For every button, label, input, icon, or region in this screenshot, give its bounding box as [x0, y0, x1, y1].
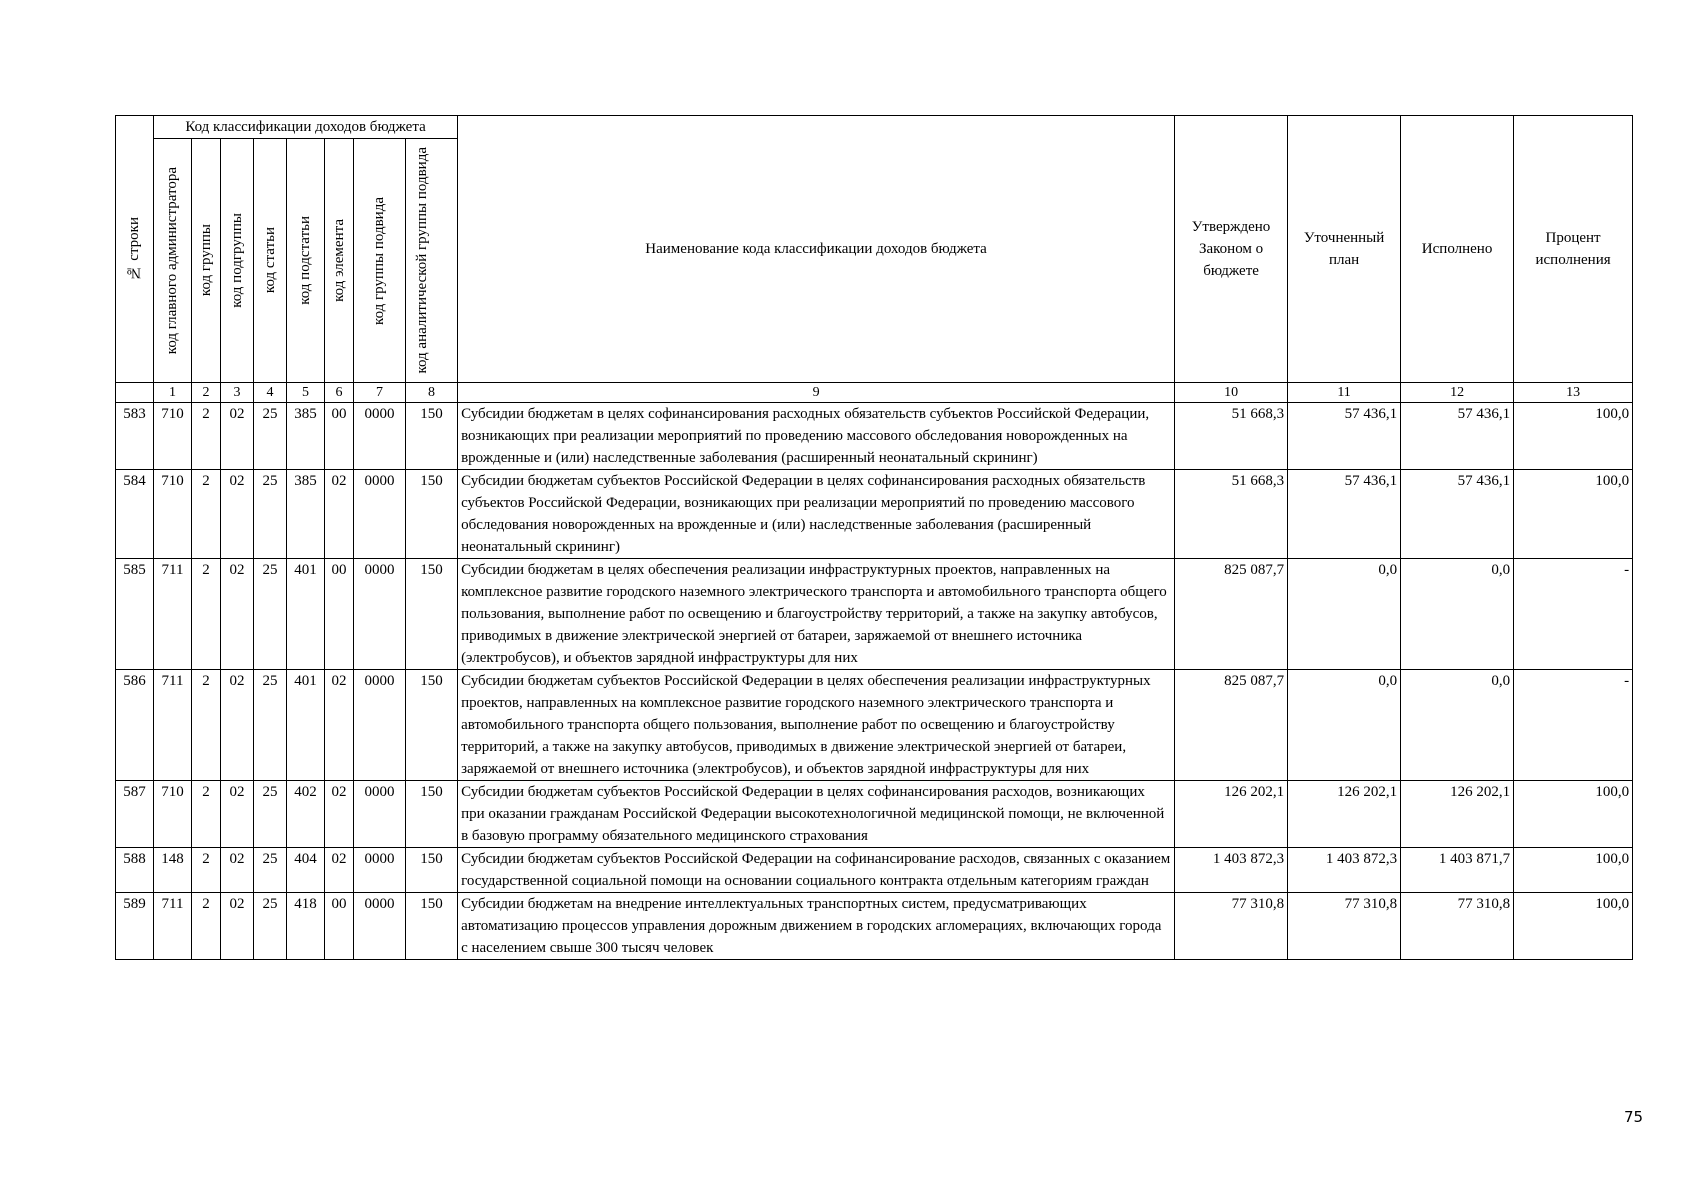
cell-subarticle-code: 402 [287, 781, 325, 848]
cell-article-code: 25 [254, 670, 287, 781]
cell-refined: 57 436,1 [1288, 470, 1401, 559]
cell-subtype-code: 0000 [354, 403, 406, 470]
cell-row-no: 584 [116, 470, 154, 559]
cell-refined: 0,0 [1288, 670, 1401, 781]
cell-analytic-code: 150 [406, 781, 458, 848]
header-article-code: код статьи [254, 139, 287, 383]
header-approved: Утверждено Законом о бюджете [1175, 116, 1288, 383]
header-subgroup-code: код подгруппы [221, 139, 254, 383]
column-number: 12 [1401, 383, 1514, 403]
cell-analytic-code: 150 [406, 670, 458, 781]
table-row [116, 470, 1633, 559]
cell-percent: 100,0 [1514, 848, 1633, 893]
table-row [116, 403, 1633, 470]
cell-subarticle-code: 385 [287, 403, 325, 470]
cell-subgroup-code: 02 [221, 893, 254, 960]
cell-admin-code: 710 [154, 403, 192, 470]
page-number: 75 [1624, 1108, 1644, 1126]
cell-percent: - [1514, 670, 1633, 781]
cell-element-code: 00 [325, 893, 354, 960]
cell-element-code: 02 [325, 781, 354, 848]
cell-refined: 1 403 872,3 [1288, 848, 1401, 893]
column-number: 8 [406, 383, 458, 403]
cell-article-code: 25 [254, 470, 287, 559]
cell-analytic-code: 150 [406, 470, 458, 559]
cell-admin-code: 711 [154, 893, 192, 960]
cell-article-code: 25 [254, 403, 287, 470]
cell-group-code: 2 [192, 848, 221, 893]
cell-row-no: 587 [116, 781, 154, 848]
cell-analytic-code: 150 [406, 848, 458, 893]
cell-row-no: 586 [116, 670, 154, 781]
cell-subarticle-code: 418 [287, 893, 325, 960]
cell-subtype-code: 0000 [354, 893, 406, 960]
cell-percent: 100,0 [1514, 470, 1633, 559]
cell-admin-code: 148 [154, 848, 192, 893]
cell-approved: 51 668,3 [1175, 470, 1288, 559]
header-executed: Исполнено [1401, 116, 1514, 383]
cell-admin-code: 711 [154, 670, 192, 781]
cell-subtype-code: 0000 [354, 559, 406, 670]
cell-subtype-code: 0000 [354, 848, 406, 893]
cell-admin-code: 711 [154, 559, 192, 670]
header-code-group: Код классификации доходов бюджета [154, 116, 458, 139]
cell-executed: 0,0 [1401, 670, 1514, 781]
cell-name: Субсидии бюджетам в целях обеспечения реализации инфраструктурных проектов, направленных на комплексное развитие городского наземного электрического транспорта и автомобильного транспорта общего пользования, выполнение работ по освещению и благоустройству территорий, а также на закупку автобусов, приводимых в движение электрической энергией от батареи, заряжаемой от внешнего источника (электробусов), и объектов зарядной инфраструктуры для них [458, 559, 1175, 670]
cell-approved: 77 310,8 [1175, 893, 1288, 960]
table-row [116, 848, 1633, 893]
column-number: 13 [1514, 383, 1633, 403]
column-number: 6 [325, 383, 354, 403]
cell-row-no: 583 [116, 403, 154, 470]
header-element-code: код элемента [325, 139, 354, 383]
cell-percent: - [1514, 559, 1633, 670]
cell-approved: 51 668,3 [1175, 403, 1288, 470]
cell-percent: 100,0 [1514, 781, 1633, 848]
cell-analytic-code: 150 [406, 893, 458, 960]
column-number: 2 [192, 383, 221, 403]
cell-executed: 1 403 871,7 [1401, 848, 1514, 893]
column-number: 3 [221, 383, 254, 403]
column-number: 11 [1288, 383, 1401, 403]
header-group-code: код группы [192, 139, 221, 383]
header-admin-code: код главного администратора [154, 139, 192, 383]
cell-percent: 100,0 [1514, 893, 1633, 960]
cell-approved: 825 087,7 [1175, 559, 1288, 670]
column-number-blank [116, 383, 154, 403]
cell-refined: 126 202,1 [1288, 781, 1401, 848]
cell-subgroup-code: 02 [221, 559, 254, 670]
header-analytic-group-code: код аналитической группы подвида [406, 139, 458, 383]
header-row-no: № строки [116, 116, 154, 383]
cell-subarticle-code: 401 [287, 559, 325, 670]
cell-element-code: 02 [325, 670, 354, 781]
cell-subgroup-code: 02 [221, 670, 254, 781]
cell-group-code: 2 [192, 470, 221, 559]
cell-analytic-code: 150 [406, 403, 458, 470]
cell-executed: 126 202,1 [1401, 781, 1514, 848]
column-number: 9 [458, 383, 1175, 403]
cell-group-code: 2 [192, 893, 221, 960]
column-number: 7 [354, 383, 406, 403]
header-name: Наименование кода классификации доходов бюджета [458, 116, 1175, 383]
header-percent: Процент исполнения [1514, 116, 1633, 383]
cell-name: Субсидии бюджетам субъектов Российской Федерации в целях софинансирования расходов, возникающих при оказании гражданам Российской Федерации высокотехнологичной медицинской помощи, не включенной в базовую программу обязательного медицинского страхования [458, 781, 1175, 848]
cell-subarticle-code: 404 [287, 848, 325, 893]
cell-name: Субсидии бюджетам субъектов Российской Федерации в целях софинансирования расходных обязательств субъектов Российской Федерации, возникающих при реализации мероприятий по проведению массового обследования новорожденных на врожденные и (или) наследственные заболевания (расширенный неонатальный скрининг) [458, 470, 1175, 559]
cell-subarticle-code: 401 [287, 670, 325, 781]
cell-executed: 57 436,1 [1401, 403, 1514, 470]
cell-approved: 126 202,1 [1175, 781, 1288, 848]
column-number: 5 [287, 383, 325, 403]
cell-element-code: 00 [325, 403, 354, 470]
header-refined: Уточненный план [1288, 116, 1401, 383]
cell-percent: 100,0 [1514, 403, 1633, 470]
cell-subtype-code: 0000 [354, 781, 406, 848]
cell-row-no: 589 [116, 893, 154, 960]
cell-subgroup-code: 02 [221, 781, 254, 848]
cell-admin-code: 710 [154, 781, 192, 848]
cell-executed: 57 436,1 [1401, 470, 1514, 559]
cell-article-code: 25 [254, 781, 287, 848]
cell-article-code: 25 [254, 893, 287, 960]
cell-name: Субсидии бюджетам на внедрение интеллектуальных транспортных систем, предусматривающих автоматизацию процессов управления дорожным движением в городских агломерациях, включающих города с населением свыше 300 тысяч человек [458, 893, 1175, 960]
cell-executed: 77 310,8 [1401, 893, 1514, 960]
cell-subgroup-code: 02 [221, 848, 254, 893]
cell-element-code: 02 [325, 470, 354, 559]
cell-group-code: 2 [192, 403, 221, 470]
cell-analytic-code: 150 [406, 559, 458, 670]
column-number: 10 [1175, 383, 1288, 403]
cell-group-code: 2 [192, 781, 221, 848]
cell-approved: 825 087,7 [1175, 670, 1288, 781]
cell-group-code: 2 [192, 559, 221, 670]
cell-refined: 77 310,8 [1288, 893, 1401, 960]
cell-subtype-code: 0000 [354, 670, 406, 781]
cell-subgroup-code: 02 [221, 470, 254, 559]
cell-row-no: 585 [116, 559, 154, 670]
budget-income-table [115, 115, 1633, 960]
cell-admin-code: 710 [154, 470, 192, 559]
cell-article-code: 25 [254, 848, 287, 893]
cell-name: Субсидии бюджетам субъектов Российской Федерации на софинансирование расходов, связанных с оказанием государственной социальной помощи на основании социального контракта отдельным категориям граждан [458, 848, 1175, 893]
header-subarticle-code: код подстатьи [287, 139, 325, 383]
table-row [116, 781, 1633, 848]
header-subtype-group-code: код группы подвида [354, 139, 406, 383]
cell-element-code: 02 [325, 848, 354, 893]
cell-element-code: 00 [325, 559, 354, 670]
column-number: 4 [254, 383, 287, 403]
table-row [116, 559, 1633, 670]
cell-subgroup-code: 02 [221, 403, 254, 470]
cell-group-code: 2 [192, 670, 221, 781]
table-row [116, 893, 1633, 960]
cell-refined: 0,0 [1288, 559, 1401, 670]
cell-subarticle-code: 385 [287, 470, 325, 559]
table-body [116, 403, 1633, 960]
cell-article-code: 25 [254, 559, 287, 670]
cell-subtype-code: 0000 [354, 470, 406, 559]
column-number: 1 [154, 383, 192, 403]
cell-row-no: 588 [116, 848, 154, 893]
cell-name: Субсидии бюджетам субъектов Российской Федерации в целях обеспечения реализации инфраструктурных проектов, направленных на комплексное развитие городского наземного электрического транспорта и автомобильного транспорта общего пользования, выполнение работ по освещению и благоустройству территорий, а также на закупку автобусов, приводимых в движение электрической энергией от батареи, заряжаемой от внешнего источника (электробусов), и объектов зарядной инфраструктуры для них [458, 670, 1175, 781]
cell-approved: 1 403 872,3 [1175, 848, 1288, 893]
column-numbers-row [116, 383, 1633, 403]
cell-name: Субсидии бюджетам в целях софинансирования расходных обязательств субъектов Российской Федерации, возникающих при реализации мероприятий по проведению массового обследования новорожденных на врожденные и (или) наследственные заболевания (расширенный неонатальный скрининг) [458, 403, 1175, 470]
cell-executed: 0,0 [1401, 559, 1514, 670]
cell-refined: 57 436,1 [1288, 403, 1401, 470]
table-row [116, 670, 1633, 781]
table-header [116, 116, 1633, 403]
